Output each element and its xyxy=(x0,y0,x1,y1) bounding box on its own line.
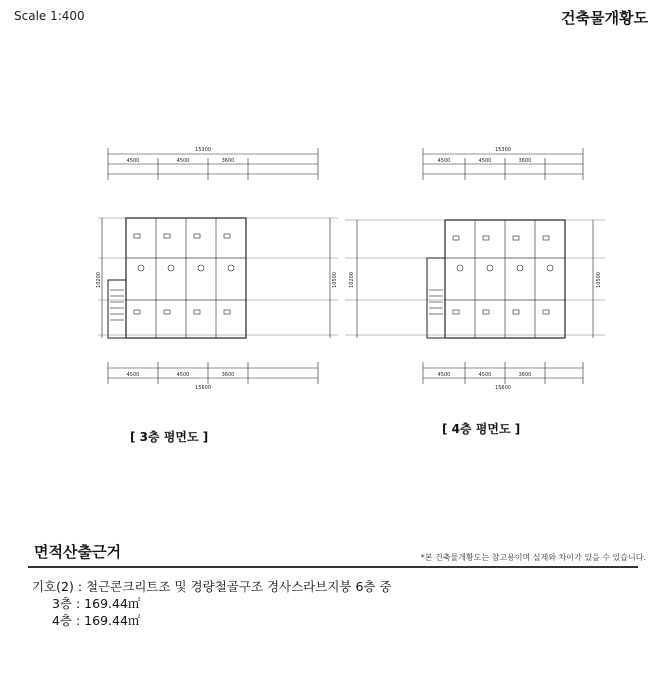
plan4-bottom-seg-2: 4500 xyxy=(478,372,492,378)
plan4-bottom-seg-3: 3600 xyxy=(518,372,532,378)
page-title: 건축물개황도 xyxy=(561,9,648,27)
plan3-top-seg-3: 3600 xyxy=(221,158,235,164)
plan4-top-seg-3: 3600 xyxy=(518,158,532,164)
plan4-right-total: 10500 xyxy=(596,272,602,288)
plan3-bottom-seg-1: 4500 xyxy=(126,372,140,378)
plan4-top-seg-2: 4500 xyxy=(478,158,492,164)
scale-label: Scale 1:400 xyxy=(14,9,85,23)
section-divider xyxy=(28,566,638,568)
plan4-bottom-seg-1: 4500 xyxy=(437,372,451,378)
area-section-title: 면적산출근거 xyxy=(34,543,121,561)
plan3-caption: [ 3층 평면도 ] xyxy=(130,430,209,444)
plan4-caption: [ 4층 평면도 ] xyxy=(442,422,521,436)
plan4-top-seg-1: 4500 xyxy=(437,158,451,164)
plan3-bottom-seg-3: 3600 xyxy=(221,372,235,378)
plan3-top-total: 15300 xyxy=(195,147,211,153)
plan3-bottom-total: 15600 xyxy=(195,385,211,391)
plan3-top-seg-1: 4500 xyxy=(126,158,140,164)
disclaimer-note: *본 건축물개황도는 참고용이며 실제와 차이가 있을 수 있습니다. xyxy=(420,553,646,562)
floor-plan-3f xyxy=(98,140,338,400)
plan3-right-total: 10500 xyxy=(332,272,338,288)
floor-area-4f: 4층 : 169.44㎡ xyxy=(52,613,141,628)
plan4-top-total: 15300 xyxy=(495,147,511,153)
plan4-bottom-total: 15600 xyxy=(495,385,511,391)
plan3-left-total: 10200 xyxy=(96,272,102,288)
floor-plan-4f xyxy=(345,140,605,400)
plan3-top-seg-2: 4500 xyxy=(176,158,190,164)
floor-area-3f: 3층 : 169.44㎡ xyxy=(52,596,141,611)
area-details xyxy=(32,578,392,629)
plan3-bottom-seg-2: 4500 xyxy=(176,372,190,378)
structure-line: 기호(2) : 철근콘크리트조 및 경량철골구조 경사스라브지붕 6층 중 xyxy=(32,579,392,594)
plan4-left-total: 10200 xyxy=(349,272,355,288)
